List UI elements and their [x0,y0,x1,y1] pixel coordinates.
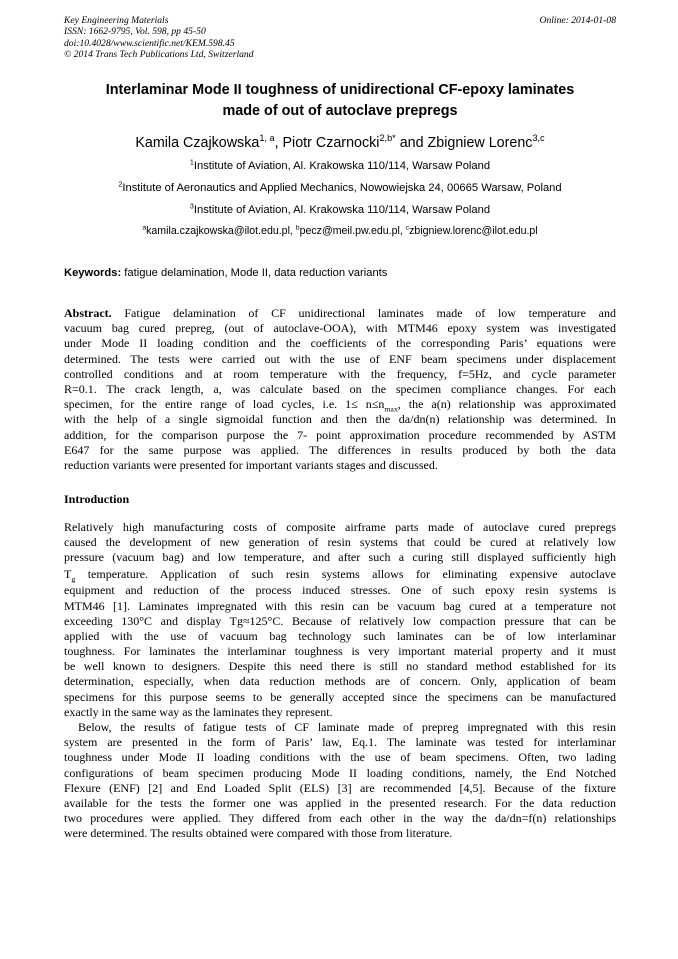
issn-line: ISSN: 1662-9795, Vol. 598, pp 45-50 [64,26,206,38]
journal-name: Key Engineering Materials [64,15,169,26]
doi-line: doi:10.4028/www.scientific.net/KEM.598.45 [64,37,235,49]
author-3-name: Zbigniew Lorenc [427,135,533,151]
keywords [64,266,616,280]
author-separator-1: , [274,135,283,151]
abstract-line: R=0.1. The crack length, a, was calculate based on the specimen compliance changes. For each [64,381,616,396]
email-c-mark: c [405,224,410,232]
intro-line: toughness under Mode II loading conditions with the use of beam specimens. Often, two lading [64,750,616,765]
email-b-mark: b [295,224,300,232]
affiliation-2-mark: 2 [118,180,123,189]
intro-line [64,566,616,584]
author-2-name: Piotr Czarnocki [282,135,380,151]
intro-line: pressure (vacuum bag) and low temperature, and after such a curing still displayed sufficiently high [64,550,616,565]
author-list [64,134,616,152]
affiliation-2 [64,181,616,195]
intro-line: Flexure (ENF) [2] and End Loaded Split (ELS) [3] are recommended [4,5]. Because of the fixture [64,780,616,795]
affiliation-2-text: Institute of Aeronautics and Applied Mechanics, Nowowiejska 24, 00665 Warsaw, Poland [122,182,562,194]
abstract-text: specimen, for the entire range of load cycles, i.e. 1≤ n≤n [64,397,385,412]
intro-line: two procedures were applied. They differed from each other in the way the da/dn=f(n) relationships [64,811,616,826]
intro-line: available for the tests the former one was applied in the presented research. For the data reduction [64,795,616,810]
keywords-label: Keywords: [64,267,122,279]
abstract-line: determined. The tests were carried out with the use of ENF beam specimens under displacement [64,351,616,366]
intro-line: equipment and reduction of the process induced stresses. One of such epoxy resin systems is [64,583,616,598]
email-a: kamila.czajkowska@ilot.edu.pl [146,225,290,237]
email-separator-2: , [399,225,406,237]
author-separator-2: and [395,135,428,151]
intro-paragraph-1 [64,520,616,842]
online-date: Online: 2014-01-08 [539,15,616,26]
abstract-line: E647 for the same purpose was applied. The differences in results produced by both the data [64,442,616,457]
intro-line: be well known to designers. Despite this need there is still no standard method established for its [64,659,616,674]
email-c: zbigniew.lorenc@ilot.edu.pl [409,225,538,237]
affiliation-3-mark: 3 [189,202,194,211]
title-line-1: Interlaminar Mode II toughness of unidirectional CF-epoxy laminates [105,82,575,98]
abstract-text: , the a(n) relationship was approximated [397,397,616,412]
intro-line: Below, the results of fatigue tests of CF laminate made of prepreg impregnated with this resin [78,720,616,735]
intro-line: caused the development of new generation of resin systems that could be cured at relatively low [64,535,616,550]
abstract-line [64,306,616,321]
email-separator-1: , [289,225,296,237]
section-heading-introduction: Introduction [64,492,130,506]
affiliation-1-text: Institute of Aviation, Al. Krakowska 110/114, Warsaw Poland [193,160,491,172]
intro-line: configurations of beam specimen producing Mode II loading conditions, namely, the End Notched [64,765,616,780]
abstract [64,306,616,473]
intro-line: toughness. For laminates the interlaminar toughness is very important material property and it must [64,644,616,659]
intro-text: temperature. Application of such resin systems allows for eliminating expensive autoclave [75,566,616,581]
author-1-affil: 1, a [259,133,275,144]
intro-line: applied with the use of vacuum bag technology such laminates can be of low interlaminar [64,628,616,643]
title-line-2: made of out of autoclave prepregs [222,103,458,119]
nmax-subscript: max [384,404,398,414]
email-list [64,224,616,238]
email-a-mark: a [142,224,147,232]
affiliation-3 [64,203,616,217]
tg-symbol: T [64,566,72,581]
intro-line: exceeding 130°C and display Tg≈125°C. Because of relatively low compaction pressure that can be [64,613,616,628]
email-b: pecz@meil.pw.edu.pl [299,225,400,237]
tg-subscript: g [71,573,76,583]
intro-line: were determined. The results obtained were compared with those from literature. [64,826,453,841]
author-3-affil: 3,c [532,133,545,144]
abstract-label: Abstract. [64,306,112,320]
author-2-affil: 2,b* [379,133,396,144]
affiliation-1 [64,159,616,173]
journal-header [64,15,616,61]
affiliation-3-text: Institute of Aviation, Al. Krakowska 110/114, Warsaw Poland [193,204,491,216]
intro-line: Relatively high manufacturing costs of composite airframe parts made of autoclave cured prepregs [64,520,616,534]
abstract-line: under Mode II loading condition and the coefficients of the corresponding Paris’ equations were [64,336,616,351]
abstract-line: addition, for the comparison purpose the 7- point approximation procedure recommended by ASTM [64,427,616,442]
intro-line: specimens for this purpose seems to be generally accepted since the specimens can be manufactured [64,689,616,704]
affiliation-1-mark: 1 [189,158,194,167]
intro-line: determination, especially, when data reduction methods are of concern. Only, application of beam [64,674,616,689]
abstract-line [64,397,616,412]
copyright-line: © 2014 Trans Tech Publications Ltd, Switzerland [64,49,254,61]
intro-line: system are presented in the form of Paris’ law, Eq.1. The laminate was tested for interlaminar [64,735,616,750]
paper-title [64,80,616,122]
abstract-line: reduction variants were presented for important variants stages and discussed. [64,457,438,472]
abstract-line: with the help of a single sigmoidal function and then the da/dn(n) relationship was determined. In [64,412,616,427]
keywords-text: fatigue delamination, Mode II, data reduction variants [121,267,388,279]
intro-line: exactly in the same way as the laminates they represent. [64,704,333,719]
abstract-line: vacuum bag cured prepreg, (out of autoclave-OOA), with MTM46 epoxy system was investigated [64,321,616,336]
intro-line: MTM46 [1]. Laminates impregnated with this resin can be vacuum bag cured at a temperature not [64,598,616,613]
abstract-line: controlled conditions and at room temperature with the frequency, f=5Hz, and cycle parameter [64,366,616,381]
abstract-text: Fatigue delamination of CF unidirectional laminates made of low temperature and [111,306,616,320]
author-1-name: Kamila Czajkowska [135,135,260,151]
